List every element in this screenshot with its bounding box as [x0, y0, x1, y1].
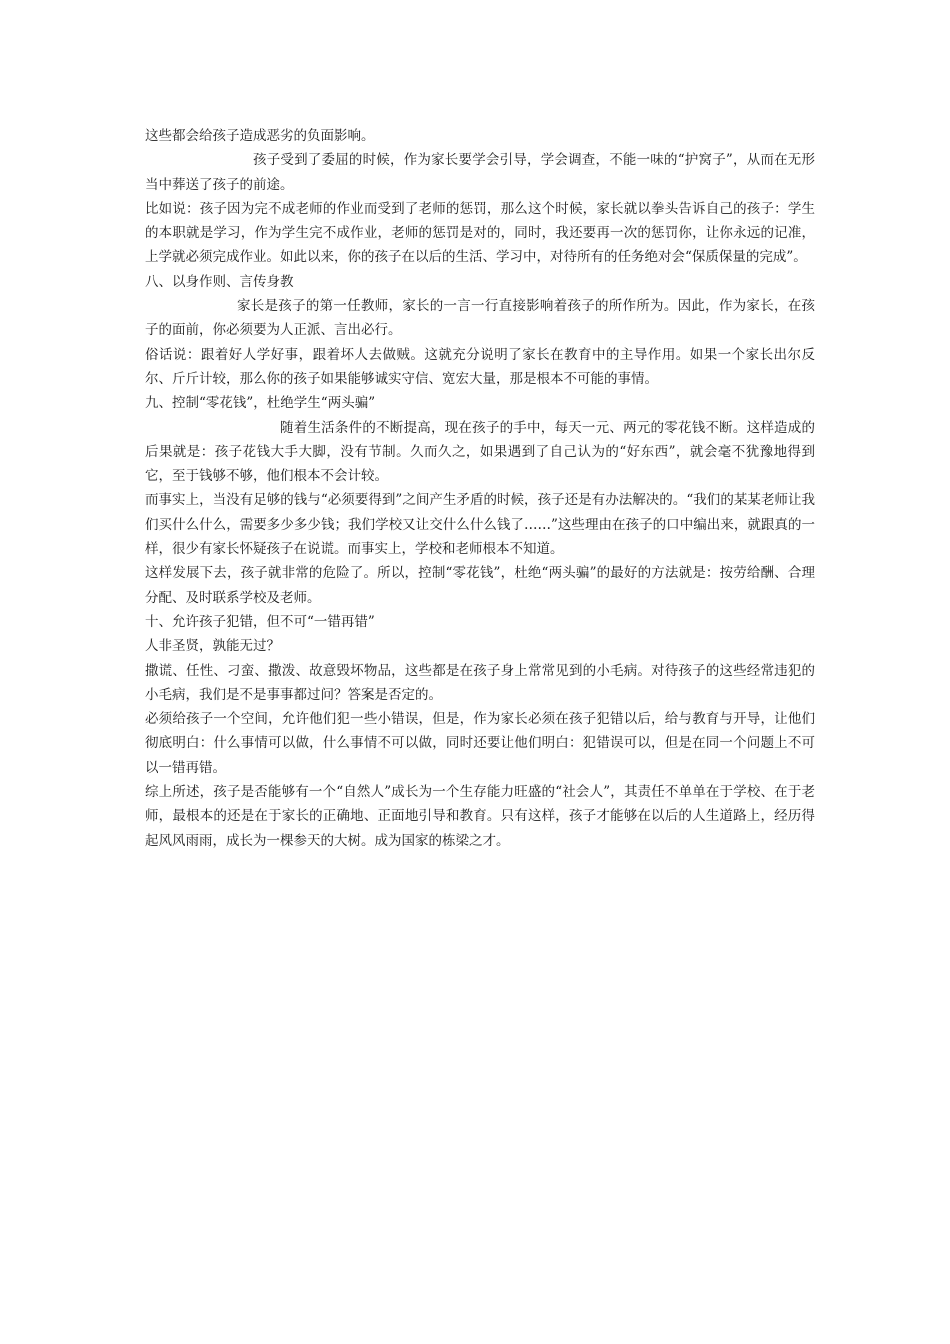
- paragraph-nobody-perfect: 人非圣贤，孰能无过？: [145, 638, 280, 655]
- section-heading-eight: 八、以身作则、言传身教: [145, 273, 294, 290]
- paragraph-guidance: 孩子受到了委屈的时候，作为家长要学会引导，学会调查，不能一味的“护窝子”，从而在无形当中葬送了孩子的前途。: [145, 152, 815, 193]
- paragraph-pocket-money: 随着生活条件的不断提高，现在孩子的手中，每天一元、两元的零花钱不断。这样造成的后果就是：孩子花钱大手大脚，没有节制。久而久之，如果遇到了自己认为的“好东西”，就会毫不犹豫地得到它，至于钱够不够，他们根本不会计较。: [145, 419, 815, 485]
- paragraph-conclusion: 综上所述，孩子是否能够有一个“自然人”成长为一个生存能力旺盛的“社会人”，其责任不单单在于学校、在于老师，最根本的还是在于家长的正确地、正面地引导和教育。只有这样，孩子才能够在以后的人生道路上，经历得起风风雨雨，成长为一棵参天的大树。成为国家的栋梁之才。: [145, 784, 815, 849]
- section-heading-nine: 九、控制“零花钱”，杜绝学生“两头骗”: [145, 395, 376, 412]
- paragraph-proverb: 俗话说：跟着好人学好事，跟着坏人去做贼。这就充分说明了家长在教育中的主导作用。如果一个家长出尔反尔、斤斤计较，那么你的孩子如果能够诚实守信、宽宏大量，那是根本不可能的事情。: [145, 346, 815, 387]
- document-body: [145, 124, 815, 853]
- paragraph-excuses: 而事实上，当没有足够的钱与“必须要得到”之间产生矛盾的时候，孩子还是有办法解决的。“我们的某某老师让我们买什么什么，需要多少多少钱；我们学校又让交什么什么钱了……”这些理由在孩子的口中编出来，就跟真的一样，很少有家长怀疑孩子在说谎。而事实上，学校和老师根本不知道。: [145, 492, 815, 558]
- paragraph-solution: 这样发展下去，孩子就非常的危险了。所以，控制“零花钱”，杜绝“两头骗”的最好的方法就是：按劳给酬、合理分配、及时联系学校及老师。: [145, 565, 815, 606]
- section-heading-ten: 十、允许孩子犯错，但不可“一错再错”: [145, 613, 375, 630]
- paragraph-first-teacher: 家长是孩子的第一任教师，家长的一言一行直接影响着孩子的所作所为。因此，作为家长，在孩子的面前，你必须要为人正派、言出必行。: [145, 298, 815, 339]
- paragraph-give-space: 必须给孩子一个空间，允许他们犯一些小错误，但是，作为家长必须在孩子犯错以后，给与教育与开导，让他们彻底明白：什么事情可以做，什么事情不可以做，同时还要让他们明白：犯错误可以，但是在同一个问题上不可以一错再错。: [145, 711, 815, 776]
- paragraph-negative-influence: 这些都会给孩子造成恶劣的负面影响。: [145, 128, 375, 144]
- paragraph-small-faults: 撒谎、任性、刁蛮、撒泼、故意毁坏物品，这些都是在孩子身上常常见到的小毛病。对待孩子的这些经常违犯的小毛病，我们是不是事事都过问？答案是否定的。: [145, 662, 815, 703]
- paragraph-example: 比如说：孩子因为完不成老师的作业而受到了老师的惩罚，那么这个时候，家长就以拳头告诉自己的孩子：学生的本职就是学习，作为学生完不成作业，老师的惩罚是对的，同时，我还要再一次的惩罚你，让你永远的记准，上学就必须完成作业。如此以来，你的孩子在以后的生活、学习中，对待所有的任务绝对会“保质保量的完成”。: [145, 200, 815, 266]
